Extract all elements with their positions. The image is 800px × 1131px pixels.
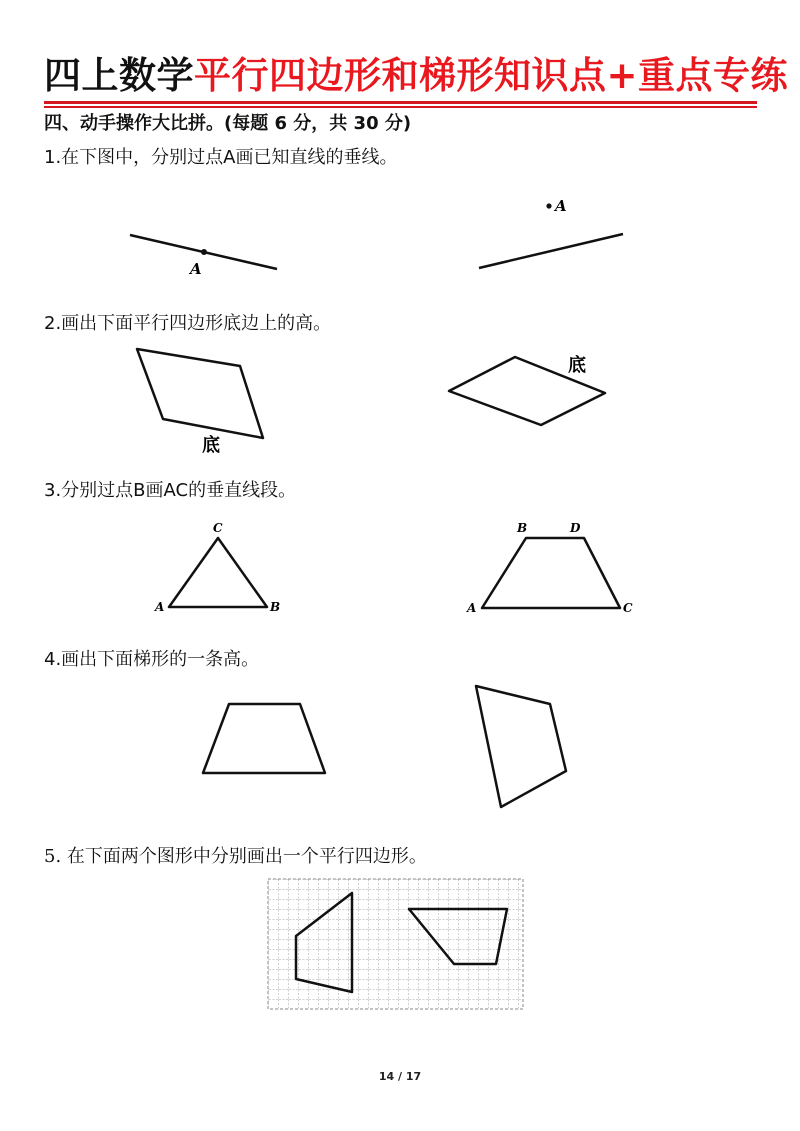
q3-label-c-right: C — [623, 601, 633, 615]
q1-point-a-left — [201, 249, 207, 255]
question-5-text: 5. 在下面两个图形中分别画出一个平行四边形。 — [44, 846, 427, 867]
q1-label-a-right: A — [555, 197, 567, 215]
q2-parallelogram-left — [137, 349, 263, 438]
question-1-text: 1.在下图中，分别过点A画已知直线的垂线。 — [44, 147, 398, 168]
q1-figure-left — [130, 235, 277, 278]
page-number: 14 / 17 — [378, 1070, 422, 1083]
question-4-text: 4.画出下面梯形的一条高。 — [44, 649, 260, 670]
section-heading: 四、动手操作大比拼。(每题 6 分，共 30 分) — [44, 113, 412, 134]
q3-trapezoid — [482, 538, 620, 608]
q1-line-right — [479, 234, 623, 268]
q1-point-a-right — [546, 203, 551, 208]
q5-grid-lines — [268, 879, 523, 1009]
question-2-text: 2.画出下面平行四边形底边上的高。 — [44, 313, 332, 334]
q5-grid — [268, 879, 523, 1009]
q2-label-base-left: 底 — [202, 435, 220, 456]
q3-figure-right — [466, 521, 633, 615]
q3-label-a-right: A — [467, 601, 477, 615]
q3-triangle — [169, 538, 267, 607]
q3-figure-left — [154, 521, 280, 614]
q4-trapezoid-left — [203, 704, 325, 773]
q2-figure-right — [449, 354, 605, 425]
q3-label-c-left: C — [213, 521, 223, 535]
q3-label-b-right: B — [517, 521, 528, 535]
question-3-text: 3.分别过点B画AC的垂直线段。 — [44, 480, 297, 501]
q1-figure-right — [479, 197, 623, 268]
q3-label-b-left: B — [270, 600, 281, 614]
q4-trapezoid-right — [476, 686, 566, 807]
q3-label-d-right: D — [570, 521, 581, 535]
q1-label-a-left: A — [190, 260, 202, 278]
title-prefix: 四上数学 — [44, 54, 194, 97]
q2-label-base-right: 底 — [568, 355, 586, 376]
q2-figure-left — [137, 349, 263, 456]
q3-label-a-left: A — [155, 600, 165, 614]
title-main: 平行四边形和梯形知识点+重点专练 — [194, 54, 789, 97]
